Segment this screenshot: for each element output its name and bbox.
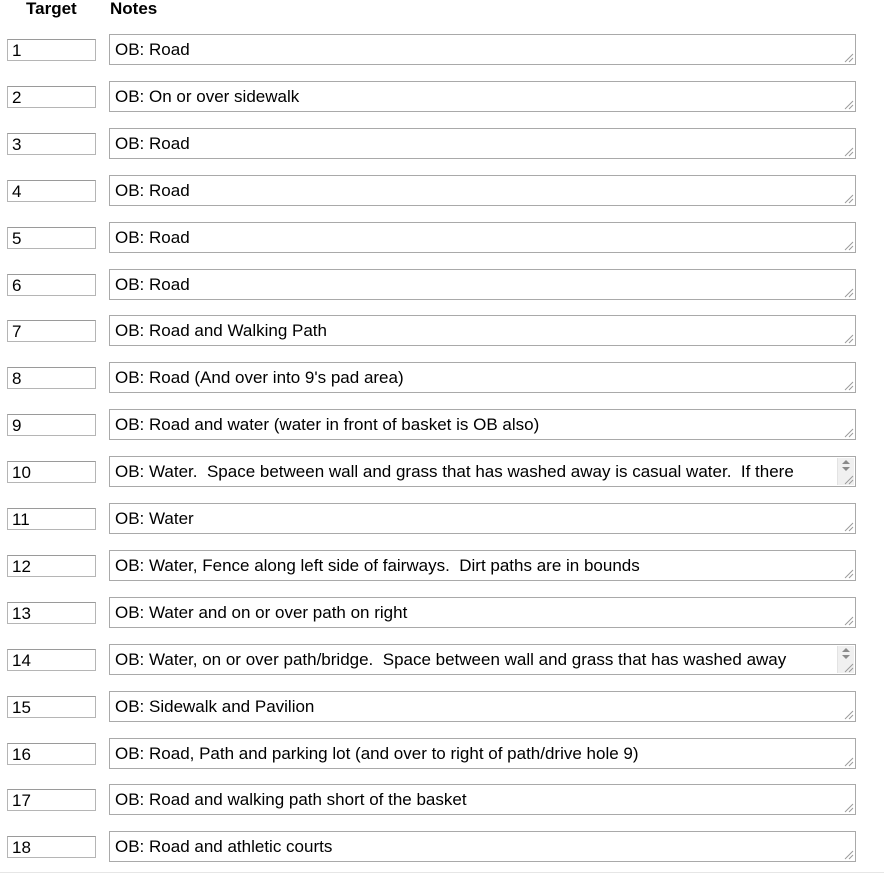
target-input[interactable]: [7, 555, 96, 577]
notes-textarea[interactable]: [109, 550, 856, 581]
hole-row: [0, 81, 884, 113]
notes-text: OB: Water and on or over path on right: [115, 603, 408, 622]
target-input[interactable]: [7, 86, 96, 108]
notes-text: OB: Road: [115, 181, 190, 200]
notes-textarea[interactable]: [109, 175, 856, 206]
notes-textarea[interactable]: [109, 738, 856, 769]
resize-grip-icon[interactable]: [843, 333, 854, 344]
notes-text: OB: Road: [115, 40, 190, 59]
notes-text: OB: Water, on or over path/bridge. Space between wall and grass that has washed away: [115, 650, 787, 669]
notes-textarea[interactable]: [109, 409, 856, 440]
hole-row: [0, 691, 884, 723]
hole-row: [0, 597, 884, 629]
hole-row: [0, 315, 884, 347]
target-input[interactable]: [7, 274, 96, 296]
notes-text: OB: Road, Path and parking lot (and over to right of path/drive hole 9): [115, 744, 639, 763]
notes-text: OB: Road (And over into 9's pad area): [115, 368, 404, 387]
resize-grip-icon[interactable]: [843, 756, 854, 767]
hole-row: [0, 503, 884, 535]
target-input[interactable]: [7, 367, 96, 389]
bottom-divider: [0, 872, 884, 873]
notes-text: OB: Water: [115, 509, 194, 528]
notes-text: OB: Water. Space between wall and grass that has washed away is casual water. If there: [115, 462, 794, 481]
notes-textarea[interactable]: [109, 362, 856, 393]
hole-row: [0, 456, 884, 488]
notes-column-header: Notes: [110, 0, 158, 18]
resize-grip-icon[interactable]: [843, 287, 854, 298]
notes-textarea[interactable]: [109, 503, 856, 534]
target-input[interactable]: [7, 414, 96, 436]
target-input[interactable]: [7, 789, 96, 811]
hole-row: [0, 175, 884, 207]
target-input[interactable]: [7, 39, 96, 61]
notes-textarea[interactable]: [109, 784, 856, 815]
resize-grip-icon[interactable]: [843, 474, 854, 485]
resize-grip-icon[interactable]: [843, 52, 854, 63]
target-input[interactable]: [7, 696, 96, 718]
notes-textarea[interactable]: [109, 456, 856, 487]
notes-textarea[interactable]: [109, 315, 856, 346]
hole-row: [0, 269, 884, 301]
notes-text: OB: Road: [115, 275, 190, 294]
notes-text: OB: Road and Walking Path: [115, 321, 327, 340]
target-input[interactable]: [7, 743, 96, 765]
resize-grip-icon[interactable]: [843, 849, 854, 860]
resize-grip-icon[interactable]: [843, 802, 854, 813]
target-input[interactable]: [7, 508, 96, 530]
hole-row: [0, 644, 884, 676]
notes-text: OB: Road and water (water in front of basket is OB also): [115, 415, 540, 434]
resize-grip-icon[interactable]: [843, 568, 854, 579]
scroll-up-arrow-icon[interactable]: [842, 648, 850, 652]
notes-textarea[interactable]: [109, 81, 856, 112]
resize-grip-icon[interactable]: [843, 427, 854, 438]
target-input[interactable]: [7, 649, 96, 671]
notes-text: OB: Sidewalk and Pavilion: [115, 697, 315, 716]
notes-textarea[interactable]: [109, 269, 856, 300]
notes-textarea[interactable]: [109, 644, 856, 675]
resize-grip-icon[interactable]: [843, 662, 854, 673]
target-input[interactable]: [7, 461, 96, 483]
resize-grip-icon[interactable]: [843, 146, 854, 157]
hole-row: [0, 831, 884, 863]
notes-text: OB: Water, Fence along left side of fairways. Dirt paths are in bounds: [115, 556, 640, 575]
notes-textarea[interactable]: [109, 222, 856, 253]
scroll-down-arrow-icon[interactable]: [842, 467, 850, 471]
resize-grip-icon[interactable]: [843, 709, 854, 720]
resize-grip-icon[interactable]: [843, 99, 854, 110]
hole-row: [0, 222, 884, 254]
notes-textarea[interactable]: [109, 691, 856, 722]
resize-grip-icon[interactable]: [843, 240, 854, 251]
notes-textarea[interactable]: [109, 128, 856, 159]
hole-row: [0, 34, 884, 66]
notes-text: OB: On or over sidewalk: [115, 87, 300, 106]
resize-grip-icon[interactable]: [843, 615, 854, 626]
notes-text: OB: Road and walking path short of the basket: [115, 790, 467, 809]
scroll-down-arrow-icon[interactable]: [842, 655, 850, 659]
target-input[interactable]: [7, 320, 96, 342]
scroll-up-arrow-icon[interactable]: [842, 460, 850, 464]
target-input[interactable]: [7, 180, 96, 202]
target-input[interactable]: [7, 227, 96, 249]
hole-row: [0, 362, 884, 394]
target-input[interactable]: [7, 602, 96, 624]
hole-row: [0, 128, 884, 160]
resize-grip-icon[interactable]: [843, 521, 854, 532]
notes-textarea[interactable]: [109, 831, 856, 862]
resize-grip-icon[interactable]: [843, 380, 854, 391]
target-input[interactable]: [7, 133, 96, 155]
hole-row: [0, 550, 884, 582]
notes-text: OB: Road: [115, 134, 190, 153]
notes-textarea[interactable]: [109, 34, 856, 65]
target-column-header: Target: [26, 0, 77, 18]
notes-textarea[interactable]: [109, 597, 856, 628]
notes-text: OB: Road and athletic courts: [115, 837, 333, 856]
hole-row: [0, 784, 884, 816]
target-input[interactable]: [7, 836, 96, 858]
notes-text: OB: Road: [115, 228, 190, 247]
hole-row: [0, 409, 884, 441]
hole-row: [0, 738, 884, 770]
resize-grip-icon[interactable]: [843, 193, 854, 204]
